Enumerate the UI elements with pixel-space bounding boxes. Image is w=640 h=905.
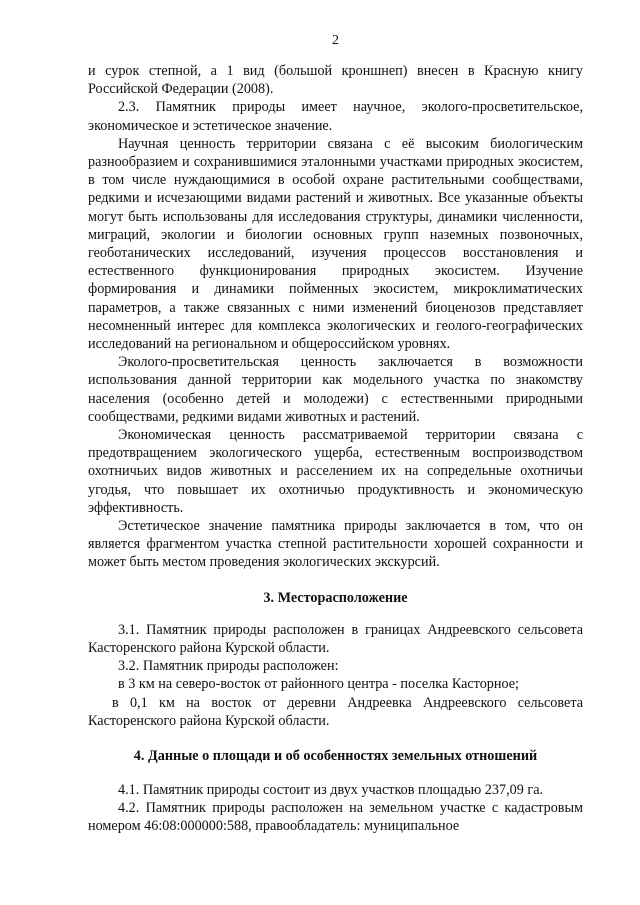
page-number: 2 [332, 33, 339, 48]
paragraph-economic-value: Экономическая ценность рассматриваемой территории связана с предотвращением экологического ущерба, естественным воспроизводством охотничьих видов животных и расселением их на сопредельные охотничьи угодья, что повышает их охотничью продуктивность и экономическую эффективность. [88, 427, 583, 516]
paragraph-4-2: 4.2. Памятник природы расположен на земельном участке с кадастровым номером 46:08:000000:588, правообладатель: муниципальное [88, 800, 583, 835]
paragraph-location-andreevka: в 0,1 км на восток от деревни Андреевка Андреевского сельсовета Касторенского района Курской области. [88, 694, 583, 729]
paragraph-educational-value: Эколого-просветительская ценность заключается в возможности использования данной территории как модельного участка по знакомству населения (особенно детей и молодежи) с естественными природными сообществами, редкими видами животных и растений. [88, 354, 583, 425]
section-heading-area: 4. Данные о площади и об особенностях земельных отношений [133, 747, 538, 764]
paragraph-3-2: 3.2. Памятник природы расположен: [118, 658, 339, 675]
paragraph-red-book: и сурок степной, а 1 вид (большой кроншнеп) внесен в Красную книгу Российской Федерации (2008). [88, 63, 583, 98]
paragraph-3-1: 3.1. Памятник природы расположен в границах Андреевского сельсовета Касторенского района Курской области. [88, 621, 583, 656]
paragraph-aesthetic-value: Эстетическое значение памятника природы заключается в том, что он является фрагментом участка степной растительности хорошей сохранности и может быть местом проведения экологических экскурсий. [88, 518, 583, 571]
paragraph-2-3: 2.3. Памятник природы имеет научное, эколого-просветительское, экономическое и эстетическое значение. [88, 99, 583, 134]
paragraph-4-1: 4.1. Памятник природы состоит из двух участков площадью 237,09 га. [118, 781, 544, 798]
section-heading-location: 3. Месторасположение [263, 589, 408, 606]
paragraph-scientific-value: Научная ценность территории связана с её высоким биологическим разнообразием и сохранившимися эталонными участками природных экосистем, в том числе нуждающимися в особой охране растительными сообществами, редкими и исчезающими видами растений и животных. Все указанные объекты могут быть использованы для исследования структуры, динамики численности, миграций, экологии и биологии основных групп наземных позвоночных, геоботанических исследований, изучения процессов восстановления и естественного функционирования природных экосистем. Изучение формирования и динамики пойменных экосистем, микроклиматических параметров, а также связанных с ними изменений биоценозов представляет несомненный интерес для комплекса экологических и геолого-географических исследований на региональном и общероссийском уровнях. [88, 135, 583, 353]
paragraph-location-kastornoe: в 3 км на северо-восток от районного центра - поселка Касторное; [118, 676, 519, 693]
